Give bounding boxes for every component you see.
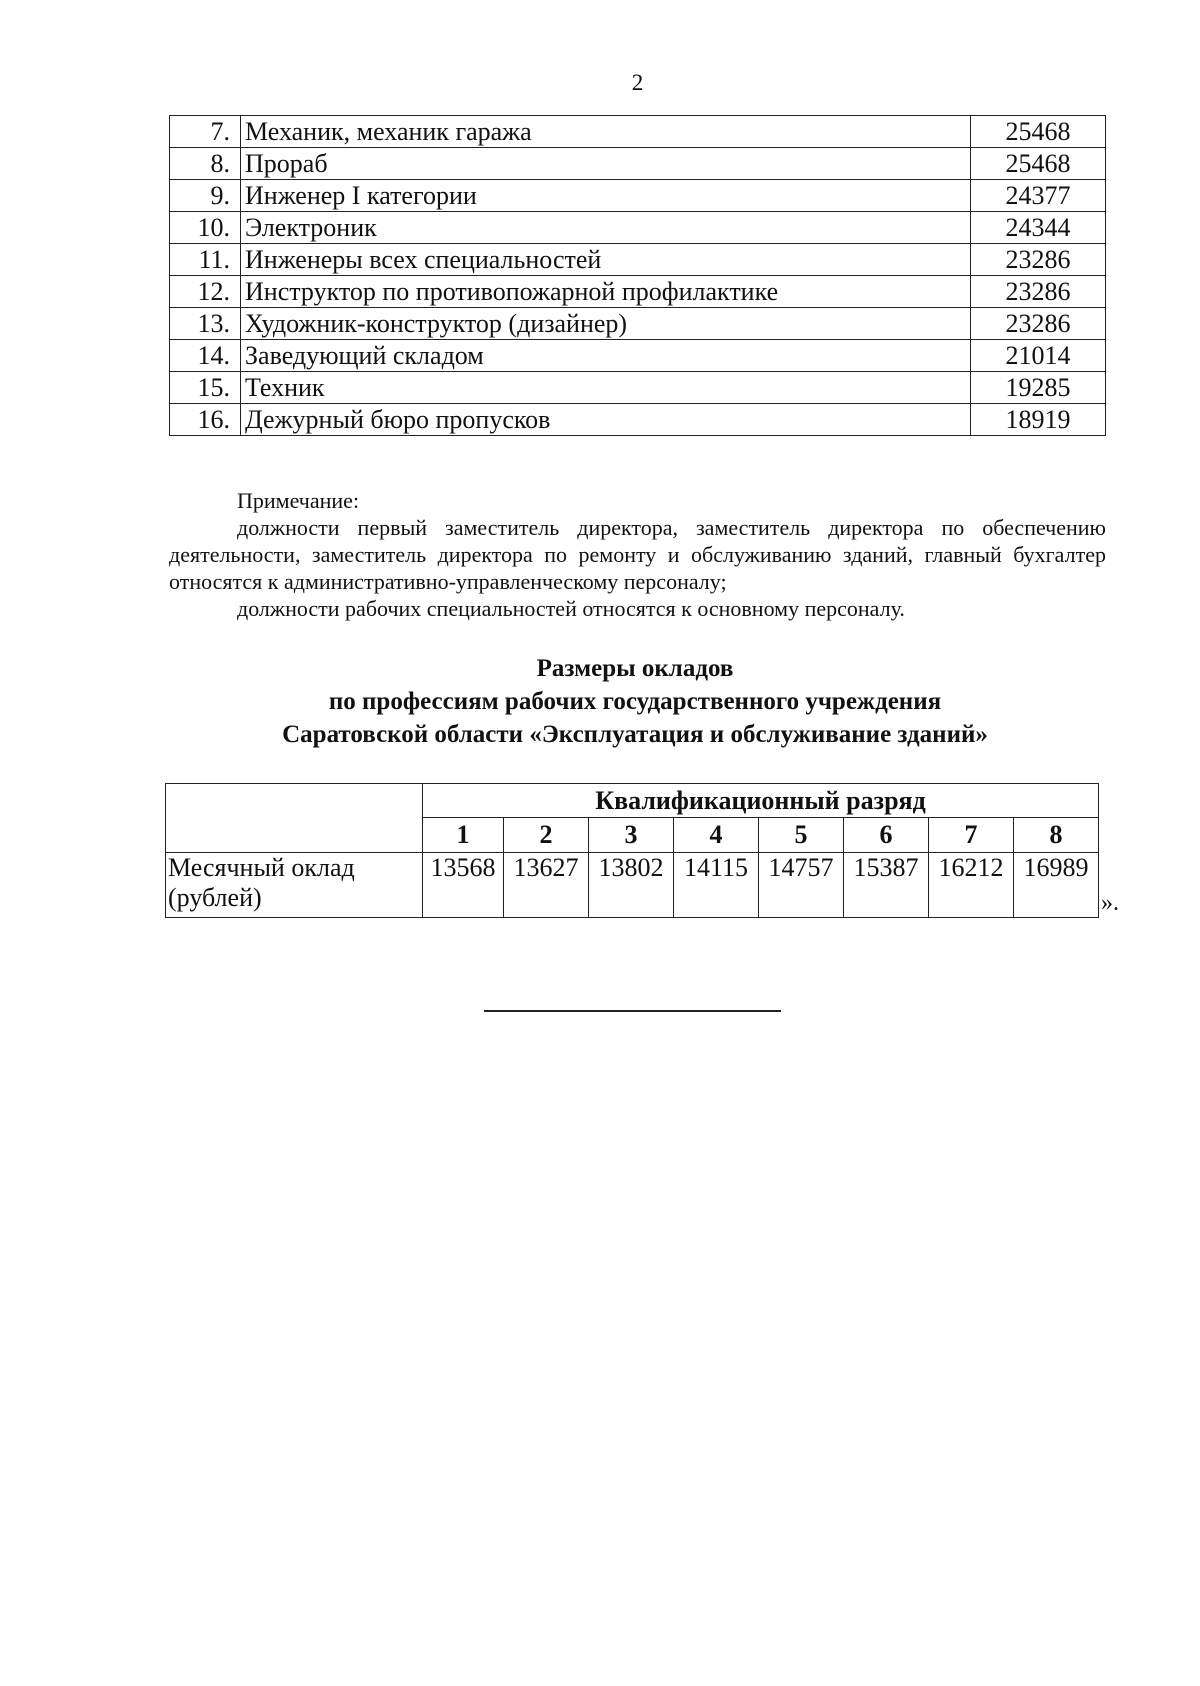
monthly-wage-label-line: (рублей): [168, 883, 262, 912]
qualification-rank-header: Квалификационный разряд: [423, 784, 1099, 818]
row-number: 11.: [170, 244, 241, 276]
position-title: Инструктор по противопожарной профилактике: [241, 276, 971, 308]
rank-number: 1: [423, 818, 504, 853]
rank-number: 3: [589, 818, 674, 853]
position-title: Заведующий складом: [241, 340, 971, 372]
position-salary: 23286: [971, 308, 1106, 340]
row-number: 8.: [170, 148, 241, 180]
table-row: [170, 404, 1106, 436]
position-salary: 25468: [971, 148, 1106, 180]
table-row: [170, 276, 1106, 308]
monthly-wage-label-line: Месячный оклад: [168, 853, 355, 882]
wage-value: 14115: [674, 853, 759, 918]
section-heading: [160, 652, 1110, 751]
closing-quote: ».: [1101, 890, 1119, 916]
positions-salary-table: [169, 115, 1106, 436]
table-row: [170, 148, 1106, 180]
row-number: 10.: [170, 212, 241, 244]
wage-value: 16989: [1014, 853, 1099, 918]
wage-value: 16212: [929, 853, 1014, 918]
rank-number: 5: [759, 818, 844, 853]
position-title: Инженер I категории: [241, 180, 971, 212]
section-heading-line: Саратовской области «Эксплуатация и обслуживание зданий»: [282, 721, 988, 748]
table-row: [170, 340, 1106, 372]
page-number: 2: [631, 70, 644, 95]
note-paragraph: должности рабочих специальностей относятся к основному персоналу.: [237, 596, 905, 621]
end-of-document-rule: [484, 1010, 781, 1012]
table-row: [170, 212, 1106, 244]
table-row: [166, 784, 1099, 818]
position-title: Инженеры всех специальностей: [241, 244, 971, 276]
empty-corner-cell: [166, 784, 423, 853]
wage-value: 13802: [589, 853, 674, 918]
row-number: 7.: [170, 116, 241, 148]
table-row: [170, 244, 1106, 276]
table-row: [170, 372, 1106, 404]
wage-value: 15387: [844, 853, 929, 918]
wage-value: 13627: [504, 853, 589, 918]
position-salary: 18919: [971, 404, 1106, 436]
rank-number: 4: [674, 818, 759, 853]
row-number: 9.: [170, 180, 241, 212]
position-salary: 24377: [971, 180, 1106, 212]
table-row: [170, 180, 1106, 212]
note-heading: Примечание:: [237, 488, 360, 513]
row-number: 14.: [170, 340, 241, 372]
section-heading-line: Размеры окладов: [536, 655, 734, 682]
table-row: [170, 308, 1106, 340]
rank-number: 8: [1014, 818, 1099, 853]
wage-rate-table: [165, 783, 1099, 918]
monthly-wage-label: [166, 853, 423, 918]
wage-value: 13568: [423, 853, 504, 918]
position-salary: 19285: [971, 372, 1106, 404]
note-paragraph: должности первый заместитель директора, заместитель директора по обеспечению деятельности, заместитель директора по ремонту и обслуживанию зданий, главный бухгалтер относятся к административно-управленческому персоналу;: [169, 515, 1106, 594]
position-title: Дежурный бюро пропусков: [241, 404, 971, 436]
position-salary: 24344: [971, 212, 1106, 244]
rank-number: 2: [504, 818, 589, 853]
position-title: Техник: [241, 372, 971, 404]
position-title: Прораб: [241, 148, 971, 180]
row-number: 16.: [170, 404, 241, 436]
table-row: [166, 853, 1099, 918]
position-salary: 23286: [971, 276, 1106, 308]
position-salary: 23286: [971, 244, 1106, 276]
rank-number: 7: [929, 818, 1014, 853]
note-block: [169, 487, 1106, 622]
row-number: 13.: [170, 308, 241, 340]
position-salary: 25468: [971, 116, 1106, 148]
position-title: Художник-конструктор (дизайнер): [241, 308, 971, 340]
position-title: Электроник: [241, 212, 971, 244]
row-number: 15.: [170, 372, 241, 404]
table-row: [170, 116, 1106, 148]
section-heading-line: по профессиям рабочих государственного учреждения: [328, 688, 942, 715]
wage-value: 14757: [759, 853, 844, 918]
row-number: 12.: [170, 276, 241, 308]
rank-number: 6: [844, 818, 929, 853]
position-salary: 21014: [971, 340, 1106, 372]
position-title: Механик, механик гаража: [241, 116, 971, 148]
